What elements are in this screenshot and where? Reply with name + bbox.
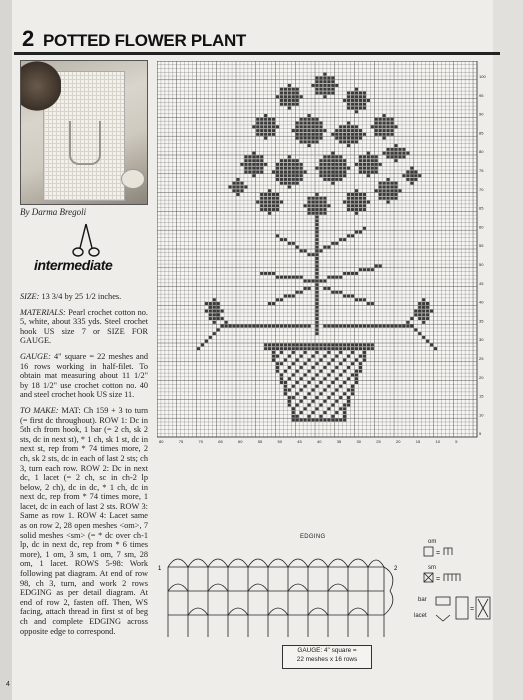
size-text: 13 3/4 by 25 1/2 inches.	[41, 292, 122, 301]
scissors-icon	[66, 222, 106, 258]
key-symbols	[414, 537, 494, 647]
filet-chart-grid	[157, 61, 487, 446]
row-number-label: 60	[479, 224, 484, 230]
title-bar	[14, 22, 500, 54]
size-label: SIZE:	[20, 292, 40, 301]
svg-text:=: =	[470, 606, 475, 613]
next-page-edge	[493, 0, 523, 700]
column-number-label: 15	[415, 439, 421, 444]
gauge-line1: GAUGE: 4" square =	[297, 647, 357, 654]
row-number-label: 45	[479, 280, 484, 286]
gauge-line2: 22 meshes x 16 rows	[296, 656, 358, 663]
column-number-label: 5	[455, 439, 458, 444]
materials-text: Pearl crochet cotton no. 5, white, about 335 yds. Steel crochet hook US size 7 or SIZE FOR GAUGE.	[20, 307, 149, 346]
column-number-label: 75	[178, 439, 184, 444]
to-make-label: TO MAKE:	[20, 405, 59, 415]
column-number-label: 45	[297, 439, 302, 444]
materials-label: MATERIALS:	[20, 307, 66, 317]
column-number-label: 30	[356, 439, 361, 444]
byline: By Darma Bregoli	[20, 207, 87, 217]
row-number-label: 20	[479, 374, 484, 380]
edging-label: EDGING	[300, 534, 326, 540]
row-number-label: 15	[479, 393, 484, 399]
edging-diagram	[158, 545, 408, 640]
column-number-label: 35	[336, 439, 342, 444]
row-number-label: 70	[479, 186, 484, 192]
column-number-label: 80	[159, 439, 164, 444]
column-number-label: 60	[238, 439, 243, 444]
key-bar-label: bar	[418, 597, 427, 603]
photo-flowers	[21, 61, 61, 111]
to-make-text: MAT: Ch 159 + 3 to turn (= first dc throughout). ROW 1: Dc in 5th ch from hook, 1 bar (= 2 ch, sk 2 sts, dc in next st), * 1 ch, sk 1 st, dc in next st, rep from * 74 times more, 2 ch, sk 2 sts, dc in each of last 2 sts; ch 3, turn each row. ROW 2: Dc in next dc, 1 lacet (= 2 ch, sc in ch-2 lp below, 2 ch), dc in dc, * 1 ch, dc in next dc, rep from * 74 times more, 1 lacet, dc in each of last 2 sts. ROW 3: Same as row 1. ROW 4: Lacet same as on row 2, 28 open meshes <om>, 7 solid meshes <sm> (= * dc over ch-1 lp, dc in next dc, rep from * 6 times more), 1 om, 3 sm, 1 om, 7 sm, 28 om, 1 lacet. ROWS 5-98: Work following pat diagram. At end of row 98, ch 3, turn, and work 2 rows EDGING as per detail diagram. At end of row 2, fasten off. Then, WS facing, attach thread in first st of beg ch and complete EDGING across opposite edge to correspond.	[20, 405, 148, 636]
column-number-label: 70	[198, 439, 203, 444]
page-number: 4	[6, 681, 10, 688]
photo-cup	[121, 169, 145, 189]
row-number-label: 80	[479, 149, 484, 155]
row-number-label: 30	[479, 337, 484, 343]
page-title: POTTED FLOWER PLANT	[43, 31, 247, 50]
row-number-label: 65	[479, 205, 484, 211]
key-lacet-label: lacet	[414, 613, 427, 619]
gauge-text: 4" square = 22 meshes and 16 rows working in half-filet. To obtain mat measuring about 11 1/2" by 18 1/2" use crochet cotton no. 40 and steel crochet hook US size 11.	[20, 351, 148, 400]
size-paragraph	[20, 292, 148, 302]
gauge-box	[282, 645, 372, 669]
skill-badge	[34, 222, 134, 282]
row-number-label: 75	[479, 168, 484, 174]
symbol-key	[414, 537, 494, 647]
finished-piece-photo	[20, 60, 148, 205]
row-number-label: 90	[479, 111, 484, 117]
row-number-label: 10	[479, 412, 484, 418]
row-number-label: 40	[479, 299, 484, 305]
key-sm-label: sm	[428, 565, 436, 571]
column-number-label: 20	[396, 439, 401, 444]
column-number-label: 40	[317, 439, 322, 444]
svg-text:=: =	[436, 576, 441, 583]
column-number-label: 25	[376, 439, 381, 444]
title-rule	[14, 52, 500, 55]
gauge-paragraph	[20, 352, 148, 400]
column-number-label: 55	[257, 439, 263, 444]
row-number-label: 50	[479, 262, 484, 268]
row-number-label: 5	[479, 431, 482, 437]
key-om-label: om	[428, 539, 437, 545]
gauge-label: GAUGE:	[20, 351, 51, 361]
materials-paragraph	[20, 308, 148, 346]
row-number-label: 100	[479, 74, 486, 80]
edging-row2-label: 2	[394, 566, 398, 572]
pattern-number: 2	[22, 26, 35, 51]
column-number-label: 65	[218, 439, 223, 444]
row-number-label: 95	[479, 92, 484, 98]
filet-chart	[157, 61, 487, 446]
row-number-label: 85	[479, 130, 484, 136]
edging-row1-label: 1	[158, 566, 162, 572]
row-number-label: 35	[479, 318, 484, 324]
row-number-label: 25	[479, 356, 484, 362]
photo-vase	[69, 121, 101, 165]
column-number-label: 50	[277, 439, 282, 444]
instructions-column	[20, 292, 148, 642]
svg-text:=: =	[436, 550, 441, 557]
skill-level: intermediate	[34, 257, 113, 273]
to-make-paragraph	[20, 406, 148, 636]
edging-svg	[158, 545, 408, 640]
column-number-label: 10	[435, 439, 440, 444]
row-number-label: 55	[479, 243, 484, 249]
page-gutter	[0, 0, 12, 700]
